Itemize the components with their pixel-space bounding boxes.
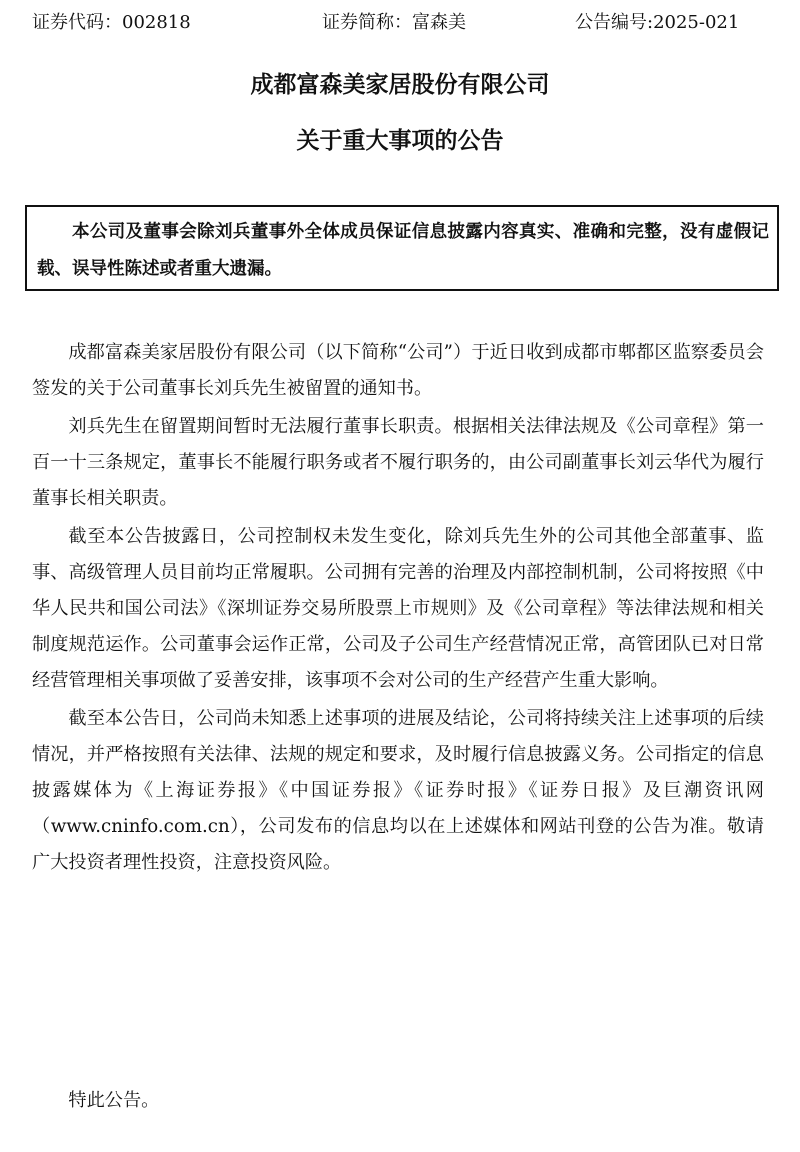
body-paragraph: 刘兵先生在留置期间暂时无法履行董事长职责。根据相关法律法规及《公司章程》第一百一十三条规定，董事长不能履行职务或者不履行职务的，由公司副董事长刘云华代为履行董事长相关职责。: [32, 416, 764, 509]
security-short-name: 证券简称：富森美: [322, 12, 466, 33]
announcement-body: [32, 335, 764, 881]
body-paragraph: 成都富森美家居股份有限公司（以下简称“公司”）于近日收到成都市郫都区监察委员会签发的关于公司董事长刘兵先生被留置的通知书。: [32, 342, 764, 399]
document-header: [0, 8, 800, 38]
announcement-title: 关于重大事项的公告: [296, 128, 504, 154]
company-title: 成都富森美家居股份有限公司: [250, 72, 550, 98]
board-guarantee-notice: 本公司及董事会除刘兵董事外全体成员保证信息披露内容真实、准确和完整，没有虚假记载、误导性陈述或者重大遗漏。: [25, 205, 779, 291]
security-code: 证券代码：002818: [32, 12, 191, 33]
body-paragraph: 截至本公告披露日，公司控制权未发生变化，除刘兵先生外的公司其他全部董事、监事、高级管理人员目前均正常履职。公司拥有完善的治理及内部控制机制，公司将按照《中华人民共和国公司法》《深圳证券交易所股票上市规则》及《公司章程》等法律法规和相关制度规范运作。公司董事会运作正常，公司及子公司生产经营情况正常，高管团队已对日常经营管理相关事项做了妥善安排，该事项不会对公司的生产经营产生重大影响。: [32, 526, 764, 691]
closing-statement: 特此公告。: [68, 1090, 160, 1111]
announcement-number: 公告编号:2025-021: [575, 12, 740, 33]
body-paragraph: 截至本公告日，公司尚未知悉上述事项的进展及结论，公司将持续关注上述事项的后续情况，并严格按照有关法律、法规的规定和要求，及时履行信息披露义务。公司指定的信息披露媒体为《上海证券报》《中国证券报》《证券时报》《证券日报》及巨潮资讯网（www.cninfo.com.cn），公司发布的信息均以在上述媒体和网站刊登的公告为准。敬请广大投资者理性投资，注意投资风险。: [32, 708, 764, 873]
